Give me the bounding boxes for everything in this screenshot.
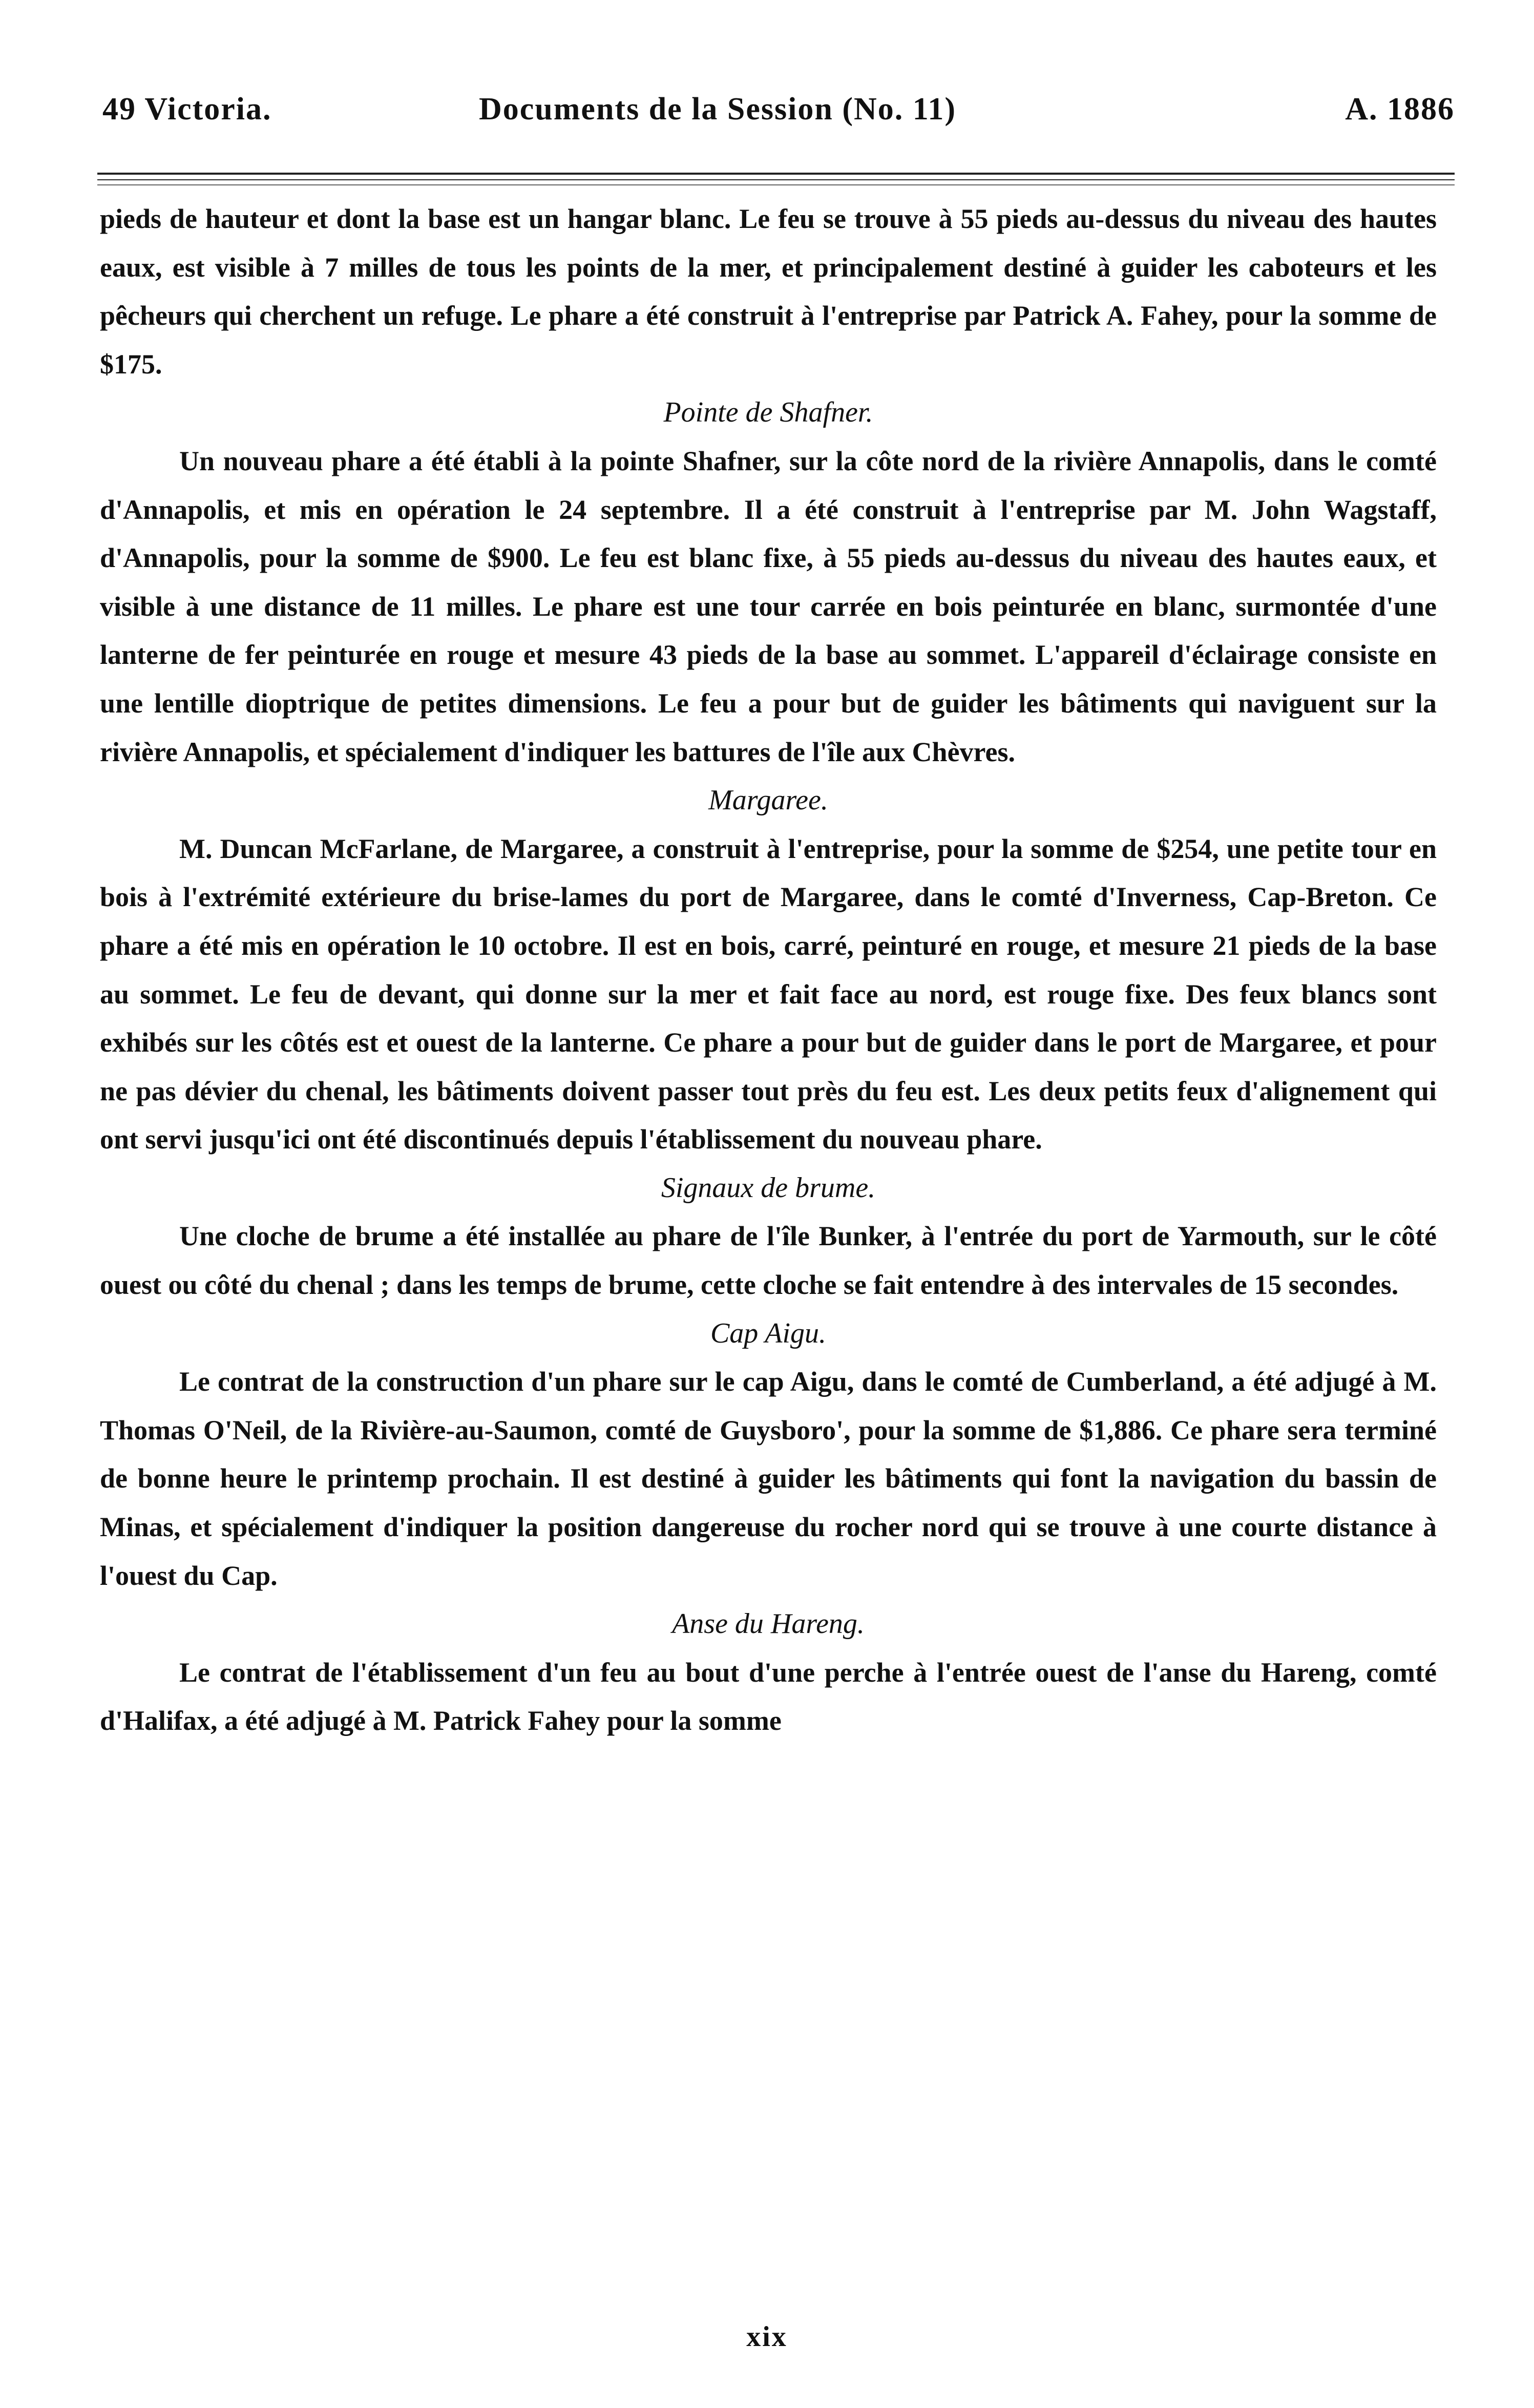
section-heading-signaux-de-brume: Signaux de brume. bbox=[661, 1171, 876, 1204]
section-heading-anse-du-hareng: Anse du Hareng. bbox=[672, 1608, 865, 1640]
body-text bbox=[100, 195, 1437, 1745]
header-rule bbox=[97, 173, 1455, 175]
running-header bbox=[102, 91, 1455, 132]
header-volume: 49 Victoria. bbox=[102, 92, 272, 127]
page-number: xix bbox=[746, 2321, 788, 2353]
header-rule-thin bbox=[97, 179, 1455, 180]
paragraph: Le contrat de l'établissement d'un feu au bout d'une perche à l'entrée ouest de l'anse du Hareng, comté d'Halifax, a été adjugé à M. Patrick Fahey pour la somme bbox=[100, 1657, 1437, 1736]
paragraph: Une cloche de brume a été installée au phare de l'île Bunker, à l'entrée du port de Yarmouth, sur le côté ouest ou côté du chenal ; dans les temps de brume, cette cloche se fait entendre à des intervales de 15 secondes. bbox=[100, 1221, 1437, 1301]
header-rule-faint bbox=[97, 184, 1455, 185]
paragraph: M. Duncan McFarlane, de Margaree, a construit à l'entreprise, pour la somme de $254, une petite tour en bois à l'extrémité extérieure du brise-lames du port de Margaree, dans le comté d'Inverness, Cap-Breton. Ce phare a été mis en opération le 10 octobre. Il est en bois, carré, peinturé en rouge, et mesure 21 pieds de la base au sommet. Le feu de devant, qui donne sur la mer et fait face au nord, est rouge fixe. Des feux blancs sont exhibés sur les côtés est et ouest de la lanterne. Ce phare a pour but de guider dans le port de Margaree, et pour ne pas dévier du chenal, les bâtiments doivent passer tout près du feu est. Les deux petits feux d'alignement qui ont servi jusqu'ici ont été discontinués depuis l'établissement du nouveau phare. bbox=[100, 833, 1437, 1155]
paragraph: pieds de hauteur et dont la base est un hangar blanc. Le feu se trouve à 55 pieds au-dessus du niveau des hautes eaux, est visible à 7 milles de tous les points de la mer, et principalement destiné à guider les caboteurs et les pêcheurs qui cherchent un refuge. Le phare a été construit à l'entreprise par Patrick A. Fahey, pour la somme de $175. bbox=[100, 203, 1437, 380]
section-heading-cap-aigu: Cap Aigu. bbox=[710, 1317, 827, 1349]
header-title: Documents de la Session (No. 11) bbox=[479, 92, 957, 127]
section-heading-margaree: Margaree. bbox=[708, 784, 828, 816]
paragraph: Le contrat de la construction d'un phare sur le cap Aigu, dans le comté de Cumberland, a été adjugé à M. Thomas O'Neil, de la Rivière-au-Saumon, comté de Guysboro', pour la somme de $1,886. Ce phare sera terminé de bonne heure le printemp prochain. Il est destiné à guider les bâtiments qui font la navigation du bassin de Minas, et spécialement d'indiquer la position dangereuse du rocher nord qui se trouve à une courte distance à l'ouest du Cap. bbox=[100, 1366, 1437, 1591]
section-heading-pointe-de-shafner: Pointe de Shafner. bbox=[663, 396, 873, 429]
paragraph: Un nouveau phare a été établi à la pointe Shafner, sur la côte nord de la rivière Annapolis, dans le comté d'Annapolis, et mis en opération le 24 septembre. Il a été construit à l'entreprise par M. John Wagstaff, d'Annapolis, pour la somme de $900. Le feu est blanc fixe, à 55 pieds au-dessus du niveau des hautes eaux, et visible à une distance de 11 milles. Le phare est une tour carrée en bois peinturée en blanc, surmontée d'une lanterne de fer peinturée en rouge et mesure 43 pieds de la base au sommet. L'appareil d'éclairage consiste en une lentille dioptrique de petites dimensions. Le feu a pour but de guider les bâtiments qui naviguent sur la rivière Annapolis, et spécialement d'indiquer les battures de l'île aux Chèvres. bbox=[100, 445, 1437, 767]
header-year: A. 1886 bbox=[1345, 92, 1455, 127]
